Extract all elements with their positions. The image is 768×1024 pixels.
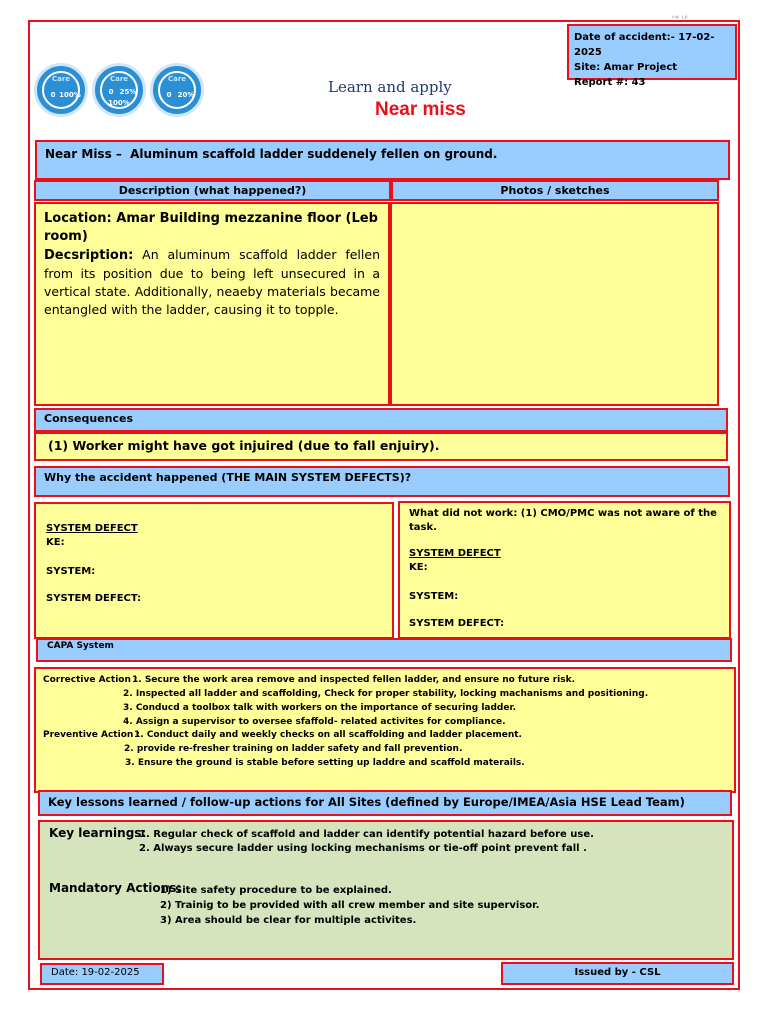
description-panel	[34, 202, 390, 406]
near-miss-banner	[35, 140, 730, 180]
mandatory-action-2: 2) Trainig to be provided with all crew member and site supervisor.	[160, 900, 540, 911]
description-text: An aluminum scaffold ladder fellen from its position due to being left unsecured in a vertical state. Additionally, neaeby materials became entangled with the ladder, causing it to topple.	[44, 247, 380, 317]
preventive-item-1: 1. Conduct daily and weekly checks on all scaffolding and ladder placement.	[134, 730, 522, 740]
description-label: Decsription:	[44, 248, 134, 263]
system-right: SYSTEM:	[409, 591, 459, 602]
key-learning-1: 1. Regular check of scaffold and ladder can identify potential hazard before use.	[139, 829, 594, 840]
description-header: Description (what happened?)	[34, 180, 391, 201]
capa-panel	[34, 667, 736, 793]
corner-text: ᴴ⁴ ᴸ⁶	[672, 14, 688, 23]
lessons-panel	[38, 820, 734, 960]
mandatory-action-1: 1) Site safety procedure to be explained.	[160, 885, 392, 896]
description-body	[44, 246, 380, 319]
mandatory-actions-list	[160, 883, 539, 928]
system-left: SYSTEM:	[46, 566, 96, 577]
consequence-item: (1) Worker might have got injuired (due to fall enjuiry).	[34, 432, 728, 461]
corrective-item-1: 1. Secure the work area remove and inspected fellen ladder, and ensure no future risk.	[132, 675, 575, 685]
footer-date: Date: 19-02-2025	[40, 963, 164, 985]
near-miss-text: Aluminum scaffold ladder suddenely fellen on ground.	[130, 147, 498, 161]
corrective-label: Corrective Action :	[43, 675, 138, 685]
consequences-header: Consequences	[34, 408, 728, 432]
page-subtitle: Learn and apply	[328, 78, 452, 96]
corrective-item-3: 3. Conducd a toolbox talk with workers on the importance of securing ladder.	[123, 703, 517, 713]
corrective-item-4: 4. Assign a supervisor to oversee sfaffold- related activites for compliance.	[123, 717, 506, 727]
key-learning-2: 2. Always secure ladder using locking mechanisms or tie-off point prevent fall .	[139, 843, 587, 854]
system-defect-left-field: SYSTEM DEFECT:	[46, 593, 142, 604]
photos-header: Photos / sketches	[391, 180, 719, 201]
care-logo-1: Care 0 100%	[34, 63, 88, 117]
corrective-item-2: 2. Inspected all ladder and scaffolding, Check for proper stability, locking machanisms and positioning.	[123, 689, 649, 699]
mandatory-actions-label: Mandatory Actions:	[49, 881, 182, 895]
location-text: Location: Amar Building mezzanine floor (Leb room)	[44, 211, 378, 244]
what-did-not-work: What did not work: (1) CMO/PMC was not aware of the task.	[409, 508, 717, 533]
care-logo-3: Care 0 20%	[150, 63, 204, 117]
page-title: Near miss	[375, 99, 466, 120]
system-defect-title-left: SYSTEM DEFECT	[46, 523, 138, 534]
near-miss-label: Near Miss –	[45, 147, 122, 161]
system-defect-title-right: SYSTEM DEFECT	[409, 548, 501, 559]
photos-panel	[390, 202, 719, 406]
care-logo-2: Care 0 25% 100%	[92, 63, 146, 117]
report-number: Report #: 43	[574, 77, 646, 88]
lessons-header: Key lessons learned / follow-up actions for All Sites (defined by Europe/IMEA/Asia HSE Lead Team)	[38, 790, 732, 816]
accident-info-box	[567, 24, 737, 88]
preventive-label: Preventive Action :	[43, 730, 141, 740]
system-defect-right-field: SYSTEM DEFECT:	[409, 618, 505, 629]
ke-right: KE:	[409, 562, 428, 573]
footer-issued-by: Issued by - CSL	[501, 962, 734, 985]
ke-left: KE:	[46, 537, 65, 548]
preventive-item-3: 3. Ensure the ground is stable before setting up laddre and scaffold materails.	[125, 758, 525, 768]
mandatory-action-3: 3) Area should be clear for multiple activites.	[160, 915, 417, 926]
system-defect-right	[398, 501, 731, 639]
system-defect-left	[34, 502, 394, 639]
capa-header: CAPA System	[36, 638, 732, 662]
preventive-item-2: 2. provide re-fresher training on ladder safety and fall prevention.	[124, 744, 463, 754]
accident-date: Date of accident:- 17-02-2025	[574, 32, 715, 58]
site-name: Site: Amar Project	[574, 62, 678, 73]
key-learnings-label: Key learnings:	[49, 826, 147, 840]
why-header: Why the accident happened (THE MAIN SYSTEM DEFECTS)?	[34, 466, 730, 497]
key-learnings-list	[139, 828, 594, 856]
